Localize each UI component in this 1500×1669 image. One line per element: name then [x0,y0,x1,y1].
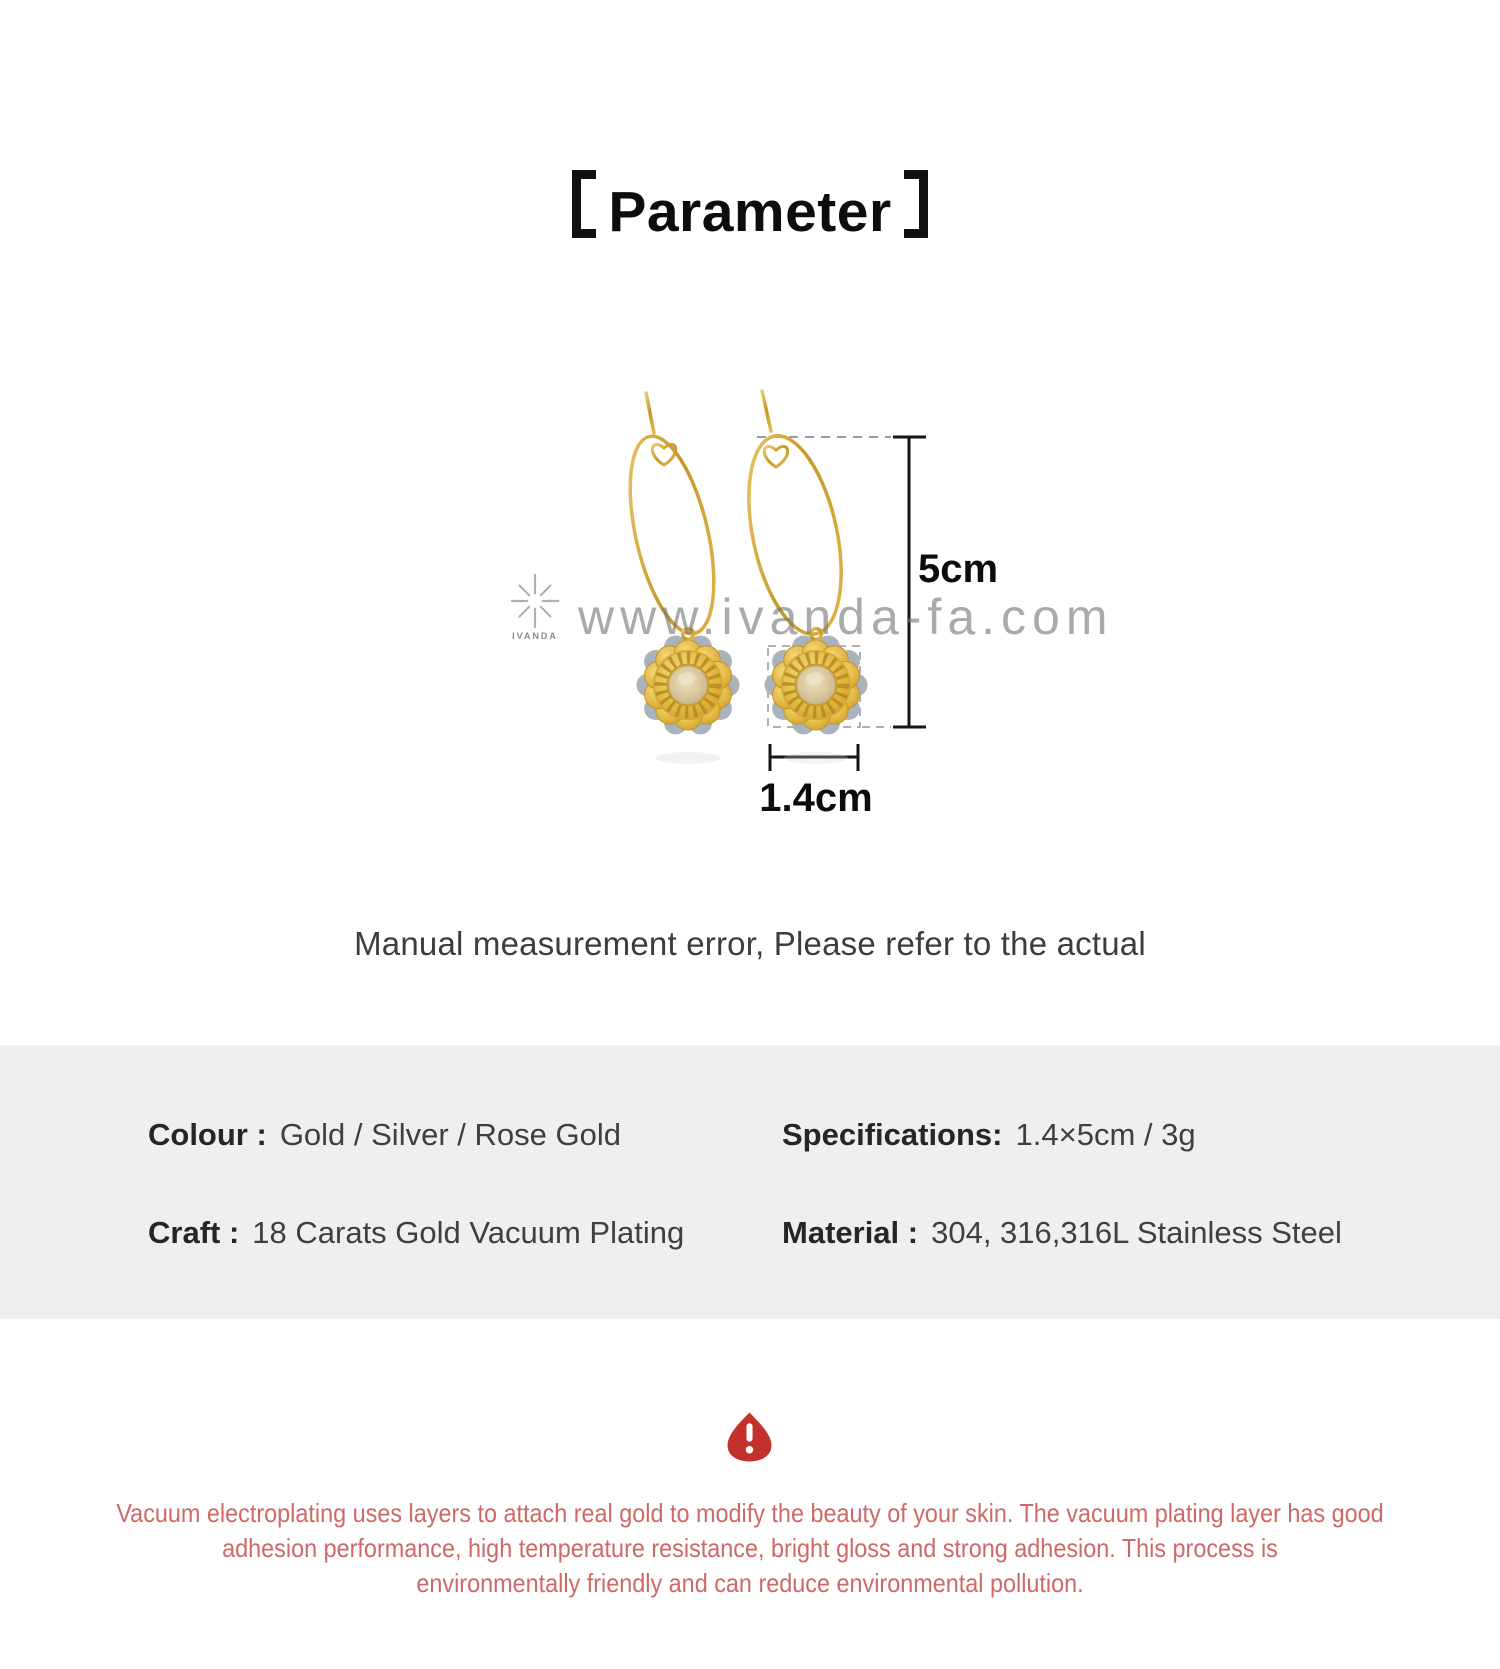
spec-craft-label: Craft : [148,1215,240,1250]
spec-specifications [782,1113,1196,1157]
measurement-note: Manual measurement error, Please refer to the actual [354,925,1146,962]
alert-icon [725,1411,774,1462]
warning-line: adhesion performance, high temperature resistance, bright gloss and strong adhesion. This process is [222,1533,1278,1563]
spec-colour [148,1113,621,1157]
spec-craft-value: 18 Carats Gold Vacuum Plating [252,1215,685,1250]
spec-material-value: 304, 316,316L Stainless Steel [931,1215,1342,1250]
flower-pendant [765,629,868,735]
spec-material [782,1211,1342,1255]
lenticular-bracket-right [904,170,928,238]
warning-paragraph [0,1496,1500,1601]
earring-left [614,393,739,735]
page-title [0,170,1500,245]
warning-line: environmentally friendly and can reduce environmental pollution. [416,1568,1084,1598]
spec-section [0,1045,1500,1319]
spec-specifications-value: 1.4×5cm / 3g [1015,1117,1196,1152]
flower-pendant [637,629,740,735]
earring-right [733,391,868,735]
lenticular-bracket-left [572,170,596,238]
spec-colour-label: Colour : [148,1117,267,1152]
width-measurement-label: 1.4cm [759,776,873,820]
spec-material-label: Material : [782,1215,919,1250]
product-figure [0,365,1500,830]
page-title-text: Parameter [608,180,892,245]
spec-specifications-label: Specifications: [782,1117,1003,1152]
warning-line: Vacuum electroplating uses layers to attach real gold to modify the beauty of your skin. The vacuum plating layer has good [116,1498,1384,1528]
heart-clasp-icon [764,446,787,467]
height-measurement-label: 5cm [918,547,999,591]
brand-name: IVANDA [512,631,558,641]
earrings-photo [0,365,1500,830]
spec-colour-value: Gold / Silver / Rose Gold [279,1117,621,1152]
spec-craft [148,1211,684,1255]
watermark-url: www.ivanda-fa.com [578,589,1114,645]
